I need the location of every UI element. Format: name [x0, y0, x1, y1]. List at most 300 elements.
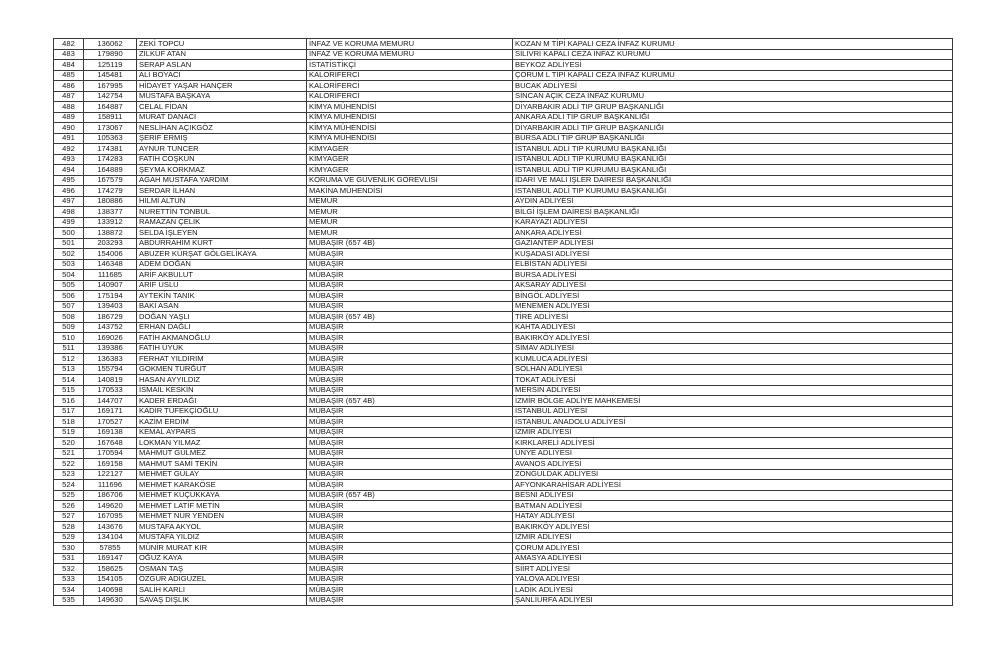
row-number-cell: 501: [54, 238, 84, 249]
workplace-cell: BAKIRKÖY ADLİYESİ: [513, 333, 953, 344]
workplace-cell: YALOVA ADLİYESİ: [513, 574, 953, 585]
workplace-cell: SİİRT ADLİYESİ: [513, 564, 953, 575]
registry-number-cell: 203293: [84, 238, 137, 249]
row-number-cell: 503: [54, 259, 84, 270]
table-row: [54, 480, 953, 491]
row-number-cell: 530: [54, 543, 84, 554]
registry-number-cell: 139386: [84, 343, 137, 354]
row-number-cell: 526: [54, 501, 84, 512]
full-name-cell: SELDA İŞLEYEN: [137, 228, 307, 239]
row-number-cell: 490: [54, 123, 84, 134]
job-title-cell: MEMUR: [307, 228, 513, 239]
workplace-cell: KARAYAZI ADLİYESİ: [513, 217, 953, 228]
registry-number-cell: 164889: [84, 165, 137, 176]
table-row: [54, 81, 953, 92]
full-name-cell: ERHAN DAĞLI: [137, 322, 307, 333]
full-name-cell: AYTEKİN TANIK: [137, 291, 307, 302]
row-number-cell: 510: [54, 333, 84, 344]
row-number-cell: 507: [54, 301, 84, 312]
row-number-cell: 518: [54, 417, 84, 428]
job-title-cell: KALORİFERCİ: [307, 70, 513, 81]
row-number-cell: 488: [54, 102, 84, 113]
workplace-cell: BATMAN ADLİYESİ: [513, 501, 953, 512]
registry-number-cell: 169147: [84, 553, 137, 564]
job-title-cell: MÜBAŞİR: [307, 291, 513, 302]
row-number-cell: 482: [54, 39, 84, 50]
row-number-cell: 533: [54, 574, 84, 585]
job-title-cell: KİMYA MÜHENDİSİ: [307, 102, 513, 113]
job-title-cell: MÜBAŞİR: [307, 532, 513, 543]
full-name-cell: MURAT DANACI: [137, 112, 307, 123]
full-name-cell: ABDURRAHİM KURT: [137, 238, 307, 249]
full-name-cell: MAHMUT SAMİ TEKİN: [137, 459, 307, 470]
row-number-cell: 527: [54, 511, 84, 522]
table-row: [54, 175, 953, 186]
registry-number-cell: 180886: [84, 196, 137, 207]
job-title-cell: KİMYAGER: [307, 154, 513, 165]
job-title-cell: MÜBAŞİR: [307, 511, 513, 522]
row-number-cell: 506: [54, 291, 84, 302]
registry-number-cell: 138872: [84, 228, 137, 239]
full-name-cell: GÖKMEN TURĞUT: [137, 364, 307, 375]
row-number-cell: 521: [54, 448, 84, 459]
registry-number-cell: 167995: [84, 81, 137, 92]
job-title-cell: MÜBAŞİR: [307, 522, 513, 533]
job-title-cell: MEMUR: [307, 196, 513, 207]
row-number-cell: 483: [54, 49, 84, 60]
full-name-cell: HİLMİ ALTUN: [137, 196, 307, 207]
registry-number-cell: 186729: [84, 312, 137, 323]
registry-number-cell: 173067: [84, 123, 137, 134]
full-name-cell: MUSTAFA AKYOL: [137, 522, 307, 533]
workplace-cell: AMASYA ADLİYESİ: [513, 553, 953, 564]
job-title-cell: MÜBAŞİR: [307, 553, 513, 564]
full-name-cell: MEHMET KÜÇÜKKAYA: [137, 490, 307, 501]
table-row: [54, 532, 953, 543]
full-name-cell: SERAP ASLAN: [137, 60, 307, 71]
workplace-cell: İSTANBUL ADLİ TIP KURUMU BAŞKANLIĞI: [513, 154, 953, 165]
row-number-cell: 485: [54, 70, 84, 81]
table-row: [54, 207, 953, 218]
table-row: [54, 333, 953, 344]
job-title-cell: MÜBAŞİR: [307, 438, 513, 449]
row-number-cell: 534: [54, 585, 84, 596]
job-title-cell: MÜBAŞİR: [307, 564, 513, 575]
workplace-cell: ZONGULDAK ADLİYESİ: [513, 469, 953, 480]
registry-number-cell: 186706: [84, 490, 137, 501]
registry-number-cell: 111685: [84, 270, 137, 281]
job-title-cell: KİMYAGER: [307, 144, 513, 155]
row-number-cell: 499: [54, 217, 84, 228]
job-title-cell: MÜBAŞİR: [307, 406, 513, 417]
registry-number-cell: 136062: [84, 39, 137, 50]
table-row: [54, 427, 953, 438]
workplace-cell: ANKARA ADLİ TIP GRUP BAŞKANLIĞI: [513, 112, 953, 123]
full-name-cell: ZİLKÜF ATAN: [137, 49, 307, 60]
table-row: [54, 259, 953, 270]
job-title-cell: MÜBAŞİR: [307, 585, 513, 596]
job-title-cell: MÜBAŞİR: [307, 480, 513, 491]
job-title-cell: MEMUR: [307, 207, 513, 218]
full-name-cell: MÜNİR MURAT KIR: [137, 543, 307, 554]
job-title-cell: MAKİNA MÜHENDİSİ: [307, 186, 513, 197]
workplace-cell: BİLGİ İŞLEM DAİRESİ BAŞKANLIĞI: [513, 207, 953, 218]
registry-number-cell: 140907: [84, 280, 137, 291]
workplace-cell: İSTANBUL ADLİ TIP KURUMU BAŞKANLIĞI: [513, 144, 953, 155]
workplace-cell: KIRKLARELİ ADLİYESİ: [513, 438, 953, 449]
full-name-cell: RAMAZAN ÇELİK: [137, 217, 307, 228]
table-row: [54, 196, 953, 207]
table-row: [54, 91, 953, 102]
table-row: [54, 343, 953, 354]
row-number-cell: 512: [54, 354, 84, 365]
workplace-cell: İSTANBUL ADLİYESİ: [513, 406, 953, 417]
row-number-cell: 492: [54, 144, 84, 155]
table-row: [54, 60, 953, 71]
full-name-cell: LOKMAN YILMAZ: [137, 438, 307, 449]
full-name-cell: ŞEYMA KORKMAZ: [137, 165, 307, 176]
full-name-cell: FATİH COŞKUN: [137, 154, 307, 165]
job-title-cell: MÜBAŞİR: [307, 385, 513, 396]
workplace-cell: BURSA ADLİ TIP GRUP BAŞKANLIĞI: [513, 133, 953, 144]
row-number-cell: 525: [54, 490, 84, 501]
full-name-cell: MEHMET KARAKÖSE: [137, 480, 307, 491]
job-title-cell: MÜBAŞİR: [307, 595, 513, 606]
workplace-cell: ÇORUM L TİPİ KAPALI CEZA İNFAZ KURUMU: [513, 70, 953, 81]
full-name-cell: SAVAŞ DİŞLİK: [137, 595, 307, 606]
registry-number-cell: 174283: [84, 154, 137, 165]
job-title-cell: MÜBAŞİR: [307, 301, 513, 312]
full-name-cell: İSMAİL KESKİN: [137, 385, 307, 396]
full-name-cell: ABUZER KÜRŞAT GÖLGELİKAYA: [137, 249, 307, 260]
workplace-cell: HATAY ADLİYESİ: [513, 511, 953, 522]
job-title-cell: MÜBAŞİR: [307, 322, 513, 333]
registry-number-cell: 149620: [84, 501, 137, 512]
job-title-cell: KİMYA MÜHENDİSİ: [307, 112, 513, 123]
row-number-cell: 509: [54, 322, 84, 333]
workplace-cell: AFYONKARAHİSAR ADLİYESİ: [513, 480, 953, 491]
registry-number-cell: 145481: [84, 70, 137, 81]
job-title-cell: MÜBAŞİR (657 4B): [307, 490, 513, 501]
row-number-cell: 523: [54, 469, 84, 480]
workplace-cell: DİYARBAKIR ADLİ TIP GRUP BAŞKANLIĞI: [513, 102, 953, 113]
job-title-cell: MÜBAŞİR: [307, 417, 513, 428]
job-title-cell: MÜBAŞİR (657 4B): [307, 238, 513, 249]
workplace-cell: SİMAV ADLİYESİ: [513, 343, 953, 354]
full-name-cell: NESLİHAN AÇIKGÖZ: [137, 123, 307, 134]
full-name-cell: FERHAT YILDIRIM: [137, 354, 307, 365]
row-number-cell: 529: [54, 532, 84, 543]
registry-number-cell: 167648: [84, 438, 137, 449]
workplace-cell: BİNGÖL ADLİYESİ: [513, 291, 953, 302]
registry-number-cell: 158911: [84, 112, 137, 123]
row-number-cell: 528: [54, 522, 84, 533]
full-name-cell: MEHMET NUR YENDEN: [137, 511, 307, 522]
registry-number-cell: 140819: [84, 375, 137, 386]
row-number-cell: 489: [54, 112, 84, 123]
table-row: [54, 574, 953, 585]
full-name-cell: ARİF USLU: [137, 280, 307, 291]
job-title-cell: KİMYA MÜHENDİSİ: [307, 123, 513, 134]
full-name-cell: KAZİM ERDİM: [137, 417, 307, 428]
row-number-cell: 500: [54, 228, 84, 239]
registry-number-cell: 175194: [84, 291, 137, 302]
full-name-cell: KADER ERDAĞI: [137, 396, 307, 407]
full-name-cell: ŞERİF ERMİŞ: [137, 133, 307, 144]
job-title-cell: MÜBAŞİR: [307, 574, 513, 585]
table-row: [54, 270, 953, 281]
registry-number-cell: 174381: [84, 144, 137, 155]
table-row: [54, 280, 953, 291]
workplace-cell: İZMİR ADLİYESİ: [513, 532, 953, 543]
workplace-cell: KUMLUCA ADLİYESİ: [513, 354, 953, 365]
workplace-cell: AKSARAY ADLİYESİ: [513, 280, 953, 291]
table-row: [54, 553, 953, 564]
registry-number-cell: 146348: [84, 259, 137, 270]
table-row: [54, 70, 953, 81]
table-row: [54, 564, 953, 575]
job-title-cell: İNFAZ VE KORUMA MEMURU: [307, 49, 513, 60]
registry-number-cell: 169026: [84, 333, 137, 344]
job-title-cell: MÜBAŞİR (657 4B): [307, 396, 513, 407]
job-title-cell: MÜBAŞİR: [307, 448, 513, 459]
full-name-cell: ALİ BOYACI: [137, 70, 307, 81]
full-name-cell: AYNUR TUNCER: [137, 144, 307, 155]
row-number-cell: 496: [54, 186, 84, 197]
row-number-cell: 484: [54, 60, 84, 71]
workplace-cell: BURSA ADLİYESİ: [513, 270, 953, 281]
workplace-cell: KOZAN M TİPİ KAPALI CEZA İNFAZ KURUMU: [513, 39, 953, 50]
table-row: [54, 385, 953, 396]
table-row: [54, 459, 953, 470]
workplace-cell: ANKARA ADLİYESİ: [513, 228, 953, 239]
registry-number-cell: 139403: [84, 301, 137, 312]
job-title-cell: MÜBAŞİR: [307, 364, 513, 375]
table-row: [54, 249, 953, 260]
row-number-cell: 513: [54, 364, 84, 375]
job-title-cell: MÜBAŞİR: [307, 249, 513, 260]
row-number-cell: 495: [54, 175, 84, 186]
table-row: [54, 49, 953, 60]
job-title-cell: MÜBAŞİR: [307, 259, 513, 270]
table-row: [54, 39, 953, 50]
registry-number-cell: 149630: [84, 595, 137, 606]
table-row: [54, 165, 953, 176]
table-row: [54, 144, 953, 155]
full-name-cell: ARİF AKBULUT: [137, 270, 307, 281]
registry-number-cell: 174279: [84, 186, 137, 197]
table-row: [54, 375, 953, 386]
job-title-cell: KALORİFERCİ: [307, 81, 513, 92]
workplace-cell: ÇORUM ADLİYESİ: [513, 543, 953, 554]
row-number-cell: 531: [54, 553, 84, 564]
registry-number-cell: 170594: [84, 448, 137, 459]
row-number-cell: 532: [54, 564, 84, 575]
row-number-cell: 535: [54, 595, 84, 606]
workplace-cell: AYDIN ADLİYESİ: [513, 196, 953, 207]
workplace-cell: MERSİN ADLİYESİ: [513, 385, 953, 396]
table-row: [54, 154, 953, 165]
table-row: [54, 448, 953, 459]
workplace-cell: KUŞADASI ADLİYESİ: [513, 249, 953, 260]
table-row: [54, 585, 953, 596]
row-number-cell: 505: [54, 280, 84, 291]
workplace-cell: SİNCAN AÇIK CEZA İNFAZ KURUMU: [513, 91, 953, 102]
job-title-cell: MÜBAŞİR: [307, 427, 513, 438]
job-title-cell: KİMYAGER: [307, 165, 513, 176]
full-name-cell: HASAN AYYILDIZ: [137, 375, 307, 386]
registry-number-cell: 122127: [84, 469, 137, 480]
table-row: [54, 469, 953, 480]
row-number-cell: 486: [54, 81, 84, 92]
registry-number-cell: 158625: [84, 564, 137, 575]
row-number-cell: 524: [54, 480, 84, 491]
job-title-cell: MÜBAŞİR: [307, 270, 513, 281]
full-name-cell: HİDAYET YAŞAR HANÇER: [137, 81, 307, 92]
table-row: [54, 102, 953, 113]
job-title-cell: İSTATİSTİKÇİ: [307, 60, 513, 71]
workplace-cell: LADİK ADLİYESİ: [513, 585, 953, 596]
table-row: [54, 396, 953, 407]
full-name-cell: ZEKİ TOPCU: [137, 39, 307, 50]
workplace-cell: MENEMEN ADLİYESİ: [513, 301, 953, 312]
registry-number-cell: 154006: [84, 249, 137, 260]
registry-number-cell: 57855: [84, 543, 137, 554]
full-name-cell: MEHMET GÜLAY: [137, 469, 307, 480]
full-name-cell: CELAL FİDAN: [137, 102, 307, 113]
table-row: [54, 595, 953, 606]
workplace-cell: AVANOS ADLİYESİ: [513, 459, 953, 470]
registry-number-cell: 136383: [84, 354, 137, 365]
job-title-cell: MÜBAŞİR (657 4B): [307, 312, 513, 323]
registry-number-cell: 143676: [84, 522, 137, 533]
job-title-cell: MÜBAŞİR: [307, 280, 513, 291]
job-title-cell: KALORİFERCİ: [307, 91, 513, 102]
row-number-cell: 494: [54, 165, 84, 176]
full-name-cell: KEMAL AYPARS: [137, 427, 307, 438]
table-row: [54, 112, 953, 123]
table-row: [54, 217, 953, 228]
workplace-cell: İZMİR ADLİYESİ: [513, 427, 953, 438]
table-row: [54, 543, 953, 554]
table-row: [54, 312, 953, 323]
full-name-cell: MAHMUT GÜLMEZ: [137, 448, 307, 459]
workplace-cell: BAKIRKÖY ADLİYESİ: [513, 522, 953, 533]
row-number-cell: 519: [54, 427, 84, 438]
registry-number-cell: 167095: [84, 511, 137, 522]
full-name-cell: MUSTAFA YILDIZ: [137, 532, 307, 543]
workplace-cell: İSTANBUL ADLİ TIP KURUMU BAŞKANLIĞI: [513, 165, 953, 176]
registry-number-cell: 144707: [84, 396, 137, 407]
job-title-cell: KORUMA VE GÜVENLİK GÖREVLİSİ: [307, 175, 513, 186]
registry-number-cell: 125119: [84, 60, 137, 71]
row-number-cell: 493: [54, 154, 84, 165]
full-name-cell: BAKİ ASAN: [137, 301, 307, 312]
registry-number-cell: 105363: [84, 133, 137, 144]
job-title-cell: MEMUR: [307, 217, 513, 228]
workplace-cell: SİLİVRİ KAPALI CEZA İNFAZ KURUMU: [513, 49, 953, 60]
workplace-cell: İSTANBUL ADLİ TIP KURUMU BAŞKANLIĞI: [513, 186, 953, 197]
registry-number-cell: 133912: [84, 217, 137, 228]
registry-number-cell: 179890: [84, 49, 137, 60]
job-title-cell: MÜBAŞİR: [307, 501, 513, 512]
row-number-cell: 517: [54, 406, 84, 417]
job-title-cell: MÜBAŞİR: [307, 343, 513, 354]
table-row: [54, 228, 953, 239]
registry-number-cell: 170527: [84, 417, 137, 428]
registry-number-cell: 169171: [84, 406, 137, 417]
full-name-cell: OSMAN TAŞ: [137, 564, 307, 575]
table-row: [54, 123, 953, 134]
registry-number-cell: 143752: [84, 322, 137, 333]
registry-number-cell: 169138: [84, 427, 137, 438]
job-title-cell: KİMYA MÜHENDİSİ: [307, 133, 513, 144]
registry-number-cell: 154105: [84, 574, 137, 585]
full-name-cell: SERDAR İLHAN: [137, 186, 307, 197]
row-number-cell: 514: [54, 375, 84, 386]
table-row: [54, 417, 953, 428]
workplace-cell: TİRE ADLİYESİ: [513, 312, 953, 323]
row-number-cell: 502: [54, 249, 84, 260]
table-row: [54, 354, 953, 365]
full-name-cell: ADEM DOĞAN: [137, 259, 307, 270]
registry-number-cell: 170533: [84, 385, 137, 396]
registry-number-cell: 155794: [84, 364, 137, 375]
job-title-cell: MÜBAŞİR: [307, 333, 513, 344]
full-name-cell: FATİH ÜYÜK: [137, 343, 307, 354]
row-number-cell: 508: [54, 312, 84, 323]
row-number-cell: 522: [54, 459, 84, 470]
workplace-cell: GAZİANTEP ADLİYESİ: [513, 238, 953, 249]
job-title-cell: MÜBAŞİR: [307, 354, 513, 365]
workplace-cell: KAHTA ADLİYESİ: [513, 322, 953, 333]
row-number-cell: 520: [54, 438, 84, 449]
full-name-cell: DOĞAN YAŞLI: [137, 312, 307, 323]
table-body: [54, 39, 953, 606]
registry-number-cell: 134104: [84, 532, 137, 543]
job-title-cell: MÜBAŞİR: [307, 375, 513, 386]
row-number-cell: 516: [54, 396, 84, 407]
table-row: [54, 438, 953, 449]
registry-number-cell: 169158: [84, 459, 137, 470]
workplace-cell: ÜNYE ADLİYESİ: [513, 448, 953, 459]
registry-number-cell: 142754: [84, 91, 137, 102]
table-row: [54, 186, 953, 197]
table-row: [54, 501, 953, 512]
full-name-cell: KADİR TÜFEKÇİOĞLU: [137, 406, 307, 417]
full-name-cell: MUSTAFA BAŞKAYA: [137, 91, 307, 102]
full-name-cell: ÖZGÜR ADIGÜZEL: [137, 574, 307, 585]
row-number-cell: 511: [54, 343, 84, 354]
workplace-cell: İZMİR BÖLGE ADLİYE MAHKEMESİ: [513, 396, 953, 407]
table-row: [54, 301, 953, 312]
full-name-cell: FATİH AKMANOĞLU: [137, 333, 307, 344]
registry-number-cell: 140698: [84, 585, 137, 596]
row-number-cell: 491: [54, 133, 84, 144]
row-number-cell: 504: [54, 270, 84, 281]
table-row: [54, 133, 953, 144]
row-number-cell: 487: [54, 91, 84, 102]
registry-number-cell: 111696: [84, 480, 137, 491]
table-row: [54, 490, 953, 501]
job-title-cell: MÜBAŞİR: [307, 459, 513, 470]
row-number-cell: 515: [54, 385, 84, 396]
personnel-table: [53, 38, 953, 606]
job-title-cell: MÜBAŞİR: [307, 469, 513, 480]
full-name-cell: NURETTİN TONBUL: [137, 207, 307, 218]
workplace-cell: ŞANLIURFA ADLİYESİ: [513, 595, 953, 606]
full-name-cell: AGAH MUSTAFA YARDIM: [137, 175, 307, 186]
